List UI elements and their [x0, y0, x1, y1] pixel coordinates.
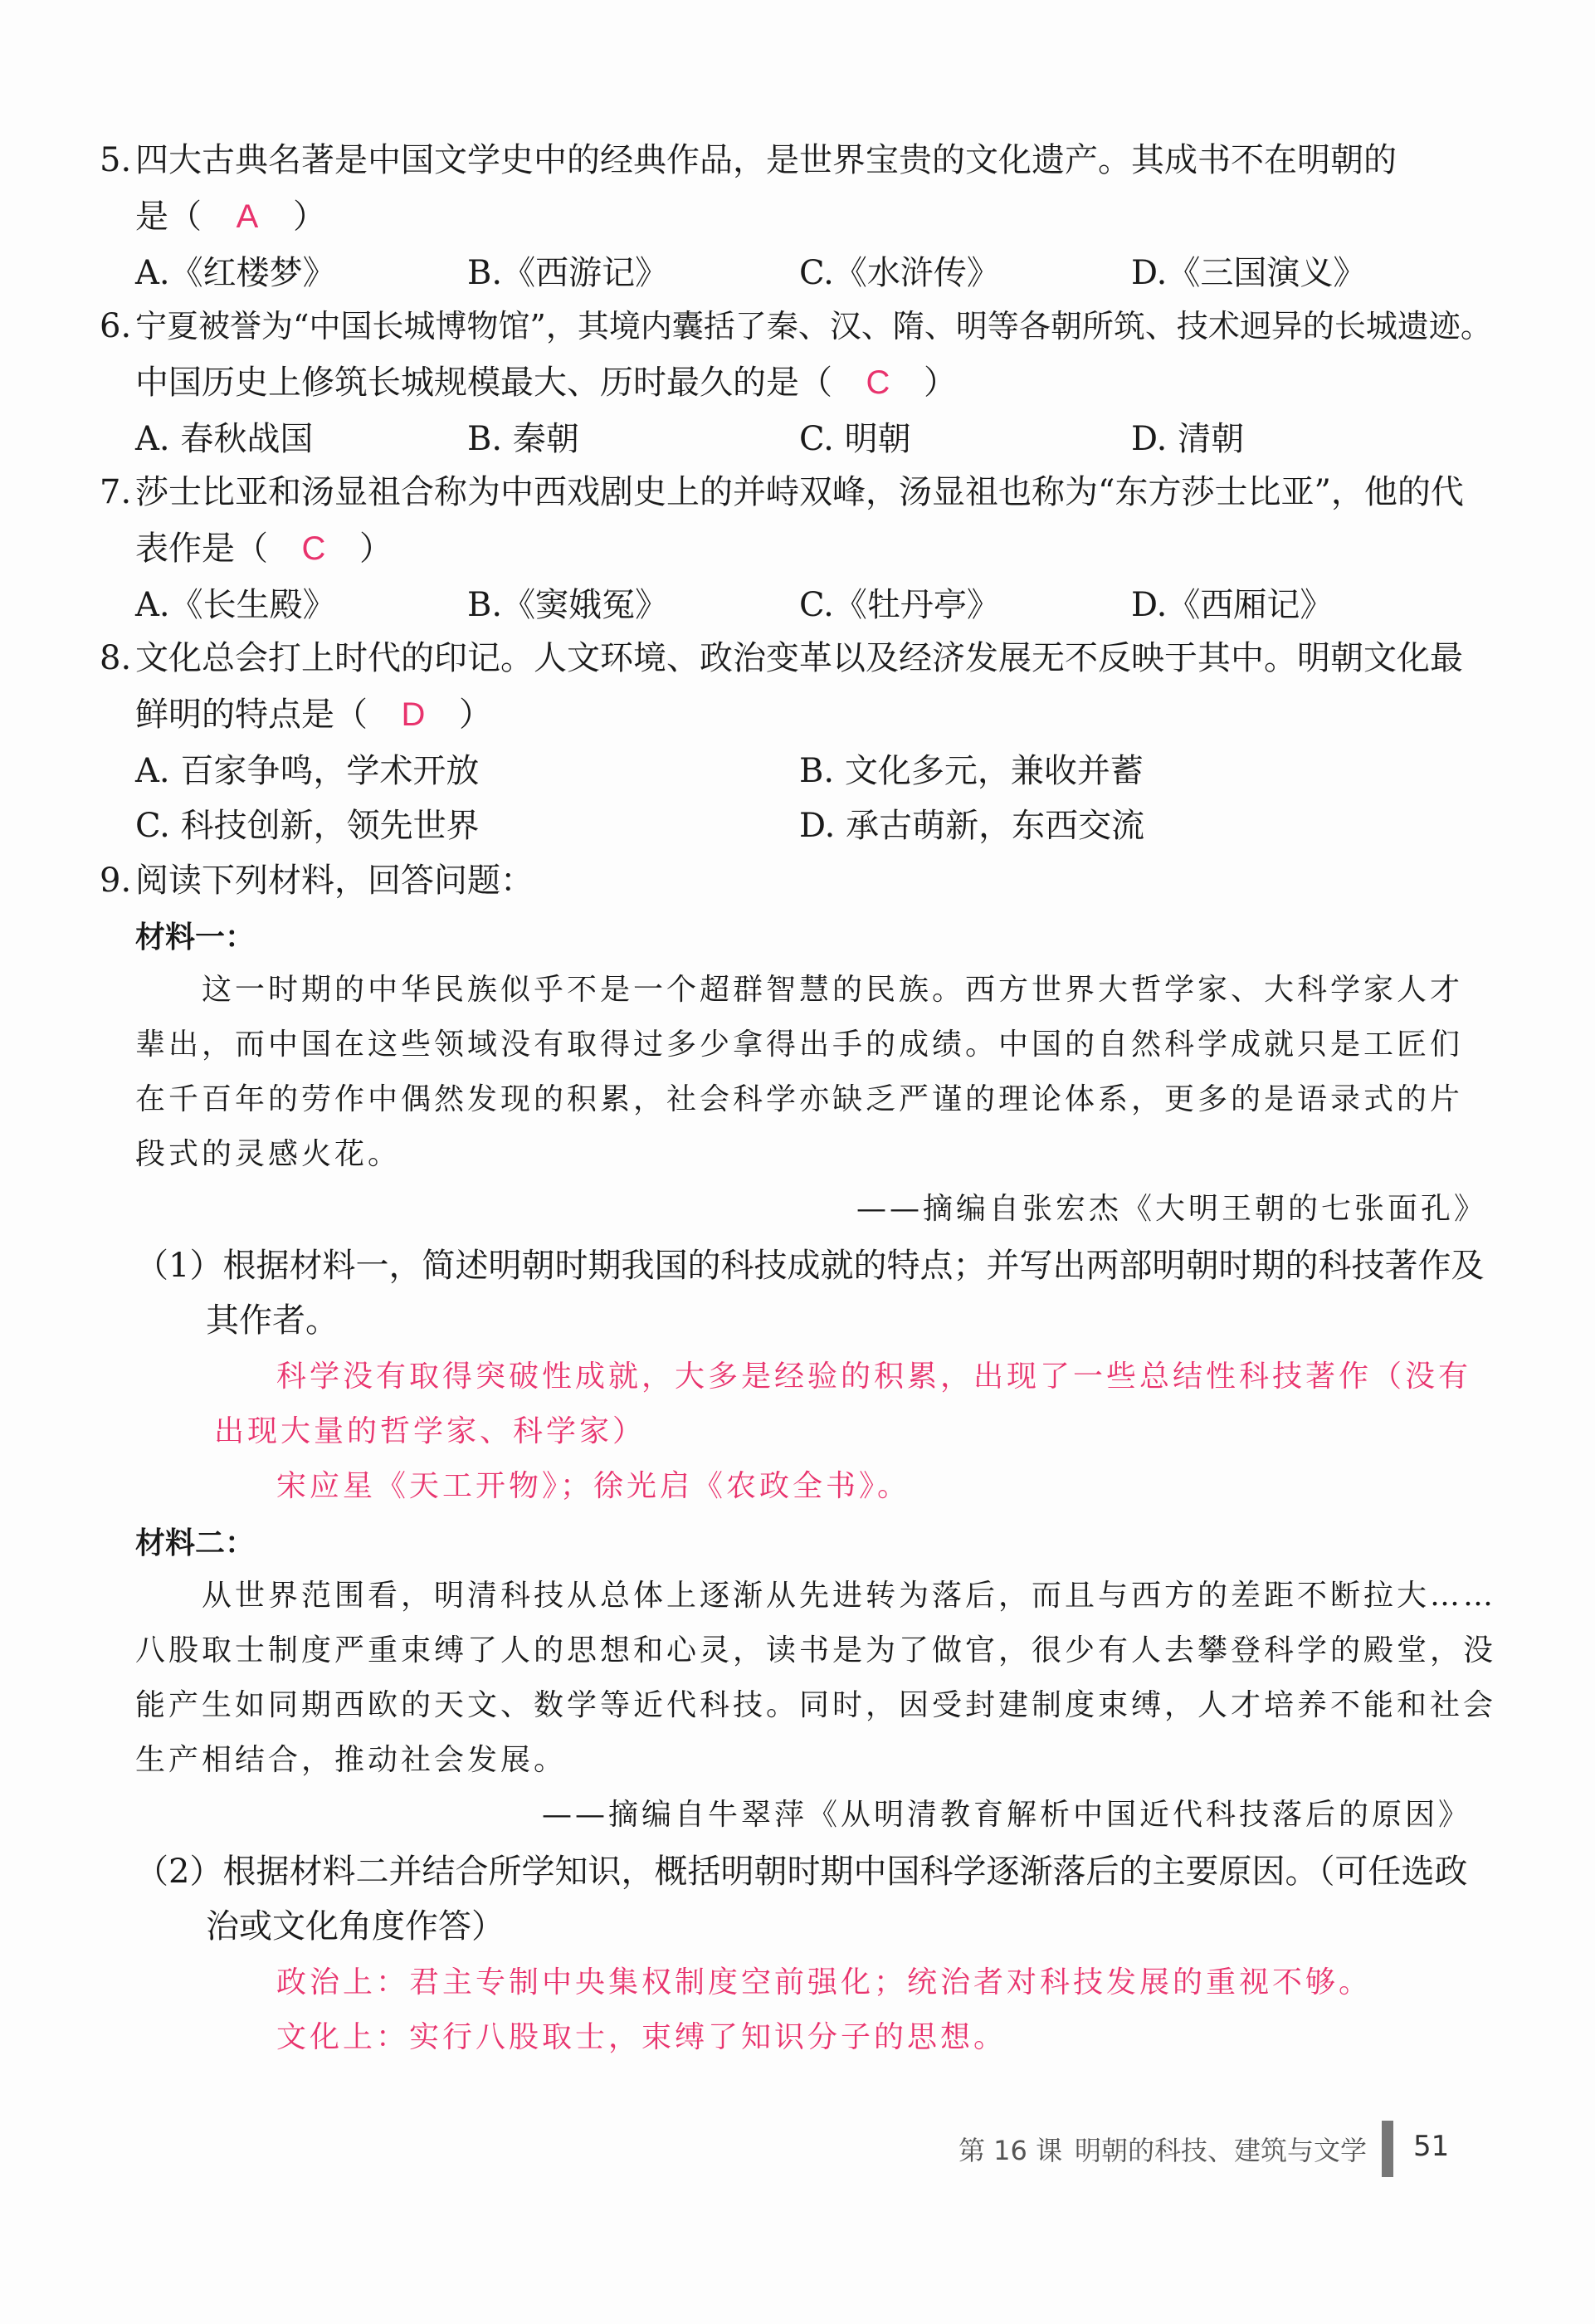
- option-a: A. 春秋战国: [135, 420, 314, 458]
- answer-1-line: 宋应星《天工开物》；徐光启《农政全书》。: [276, 1469, 911, 1503]
- question-stem: 莎士比亚和汤显祖合称为中西戏剧史上的并峙双峰，汤显祖也称为“东方莎士比亚”，他的代: [135, 473, 1464, 511]
- material-1-label: 材料一：: [135, 920, 256, 954]
- footer-divider: [1382, 2121, 1393, 2177]
- option-b: B. 秦朝: [467, 420, 579, 458]
- question-stem-line2: [135, 355, 957, 410]
- option-a: A.《红楼梦》: [135, 254, 336, 292]
- question-stem: 文化总会打上时代的印记。人文环境、政治变革以及经济发展无不反映于其中。明朝文化最: [135, 639, 1463, 677]
- stem-text: 表作是（: [135, 530, 268, 568]
- material-1-line: 辈出，而中国在这些领域没有取得过多少拿得出手的成绩。中国的自然科学成就只是工匠们: [135, 1028, 1464, 1062]
- question-stem: 四大古典名著是中国文学史中的经典作品，是世界宝贵的文化遗产。其成书不在明朝的: [135, 141, 1397, 179]
- answer-mark: D: [401, 696, 426, 733]
- sub-question-2-line2: 治或文化角度作答）: [206, 1907, 505, 1946]
- question-intro: 阅读下列材料，回答问题：: [135, 862, 534, 900]
- stem-text: 是（: [135, 198, 202, 236]
- option-c: C.《水浒传》: [799, 254, 1000, 292]
- stem-text: 鲜明的特点是（: [135, 696, 368, 734]
- question-number: 7.: [100, 473, 132, 511]
- stem-text: ）: [459, 696, 492, 734]
- answer-mark: C: [866, 364, 890, 401]
- stem-text: 中国历史上修筑长城规模最大、历时最久的是（: [135, 364, 832, 402]
- material-1-line: 这一时期的中华民族似乎不是一个超群智慧的民族。西方世界大哲学家、大科学家人才: [202, 973, 1464, 1007]
- stem-text: ）: [359, 530, 393, 568]
- answer-mark: A: [236, 198, 259, 235]
- sub-question-2: （2）根据材料二并结合所学知识，概括明朝时期中国科学逐渐落后的主要原因。（可任选政: [135, 1853, 1468, 1891]
- option-d: D.《三国演义》: [1131, 254, 1367, 292]
- answer-1-line: 出现大量的哲学家、科学家）: [214, 1414, 646, 1448]
- material-2-line: 能产生如同期西欧的天文、数学等近代科技。同时，因受封建制度束缚，人才培养不能和社会: [135, 1688, 1497, 1722]
- question-stem-line2: [135, 521, 393, 576]
- question-number: 5.: [100, 141, 132, 179]
- material-2-line: 八股取士制度严重束缚了人的思想和心灵，读书是为了做官，很少有人去攀登科学的殿堂，没: [135, 1633, 1497, 1667]
- material-2-source: ——摘编自牛翠萍《从明清教育解析中国近代科技落后的原因》: [542, 1798, 1472, 1832]
- stem-text: ）: [924, 364, 957, 402]
- option-a: A. 百家争鸣，学术开放: [135, 752, 480, 790]
- question-stem-line2: [135, 189, 326, 244]
- question-number: 9.: [100, 862, 132, 900]
- page-number: 51: [1413, 2130, 1450, 2163]
- lesson-label: 第 16 课: [958, 2135, 1063, 2166]
- option-c: C.《牡丹亭》: [799, 586, 1000, 624]
- stem-text: ）: [293, 198, 326, 236]
- material-2-label: 材料二：: [135, 1526, 256, 1560]
- lesson-title: 明朝的科技、建筑与文学: [1075, 2135, 1368, 2166]
- answer-mark: C: [301, 530, 326, 567]
- material-2-line: 生产相结合，推动社会发展。: [135, 1743, 568, 1777]
- material-1-line: 在千百年的劳作中偶然发现的积累，社会科学亦缺乏严谨的理论体系，更多的是语录式的片: [135, 1082, 1464, 1116]
- option-d: D.《西厢记》: [1131, 586, 1334, 624]
- option-d: D. 清朝: [1131, 420, 1245, 458]
- sub-question-1: （1）根据材料一，简述明朝时期我国的科技成就的特点；并写出两部明朝时期的科技著作及: [135, 1247, 1485, 1285]
- question-number: 8.: [100, 639, 132, 677]
- answer-1-line: 科学没有取得突破性成就，大多是经验的积累，出现了一些总结性科技著作（没有: [276, 1360, 1472, 1394]
- answer-2-line: 文化上：实行八股取士，束缚了知识分子的思想。: [276, 2020, 1007, 2054]
- answer-2-line: 政治上：君主专制中央集权制度空前强化；统治者对科技发展的重视不够。: [276, 1965, 1373, 1999]
- option-c: C. 科技创新，领先世界: [135, 807, 480, 845]
- sub-question-1-line2: 其作者。: [206, 1301, 339, 1340]
- option-a: A.《长生殿》: [135, 586, 336, 624]
- material-2-line: 从世界范围看，明清科技从总体上逐渐从先进转为落后，而且与西方的差距不断拉大……: [202, 1579, 1497, 1613]
- option-b: B. 文化多元，兼收并蓄: [799, 752, 1144, 790]
- question-number: 6.: [100, 307, 132, 345]
- option-d: D. 承古萌新，东西交流: [799, 807, 1145, 845]
- option-b: B.《窦娥冤》: [467, 586, 669, 624]
- option-b: B.《西游记》: [467, 254, 669, 292]
- question-stem: 宁夏被誉为“中国长城博物馆”，其境内囊括了秦、汉、隋、明等各朝所筑、技术迥异的长城遗迹。: [135, 308, 1492, 344]
- question-stem-line2: [135, 687, 492, 742]
- material-1-line: 段式的灵感火花。: [135, 1137, 402, 1171]
- material-1-source: ——摘编自张宏杰《大明王朝的七张面孔》: [856, 1192, 1488, 1226]
- option-c: C. 明朝: [799, 420, 911, 458]
